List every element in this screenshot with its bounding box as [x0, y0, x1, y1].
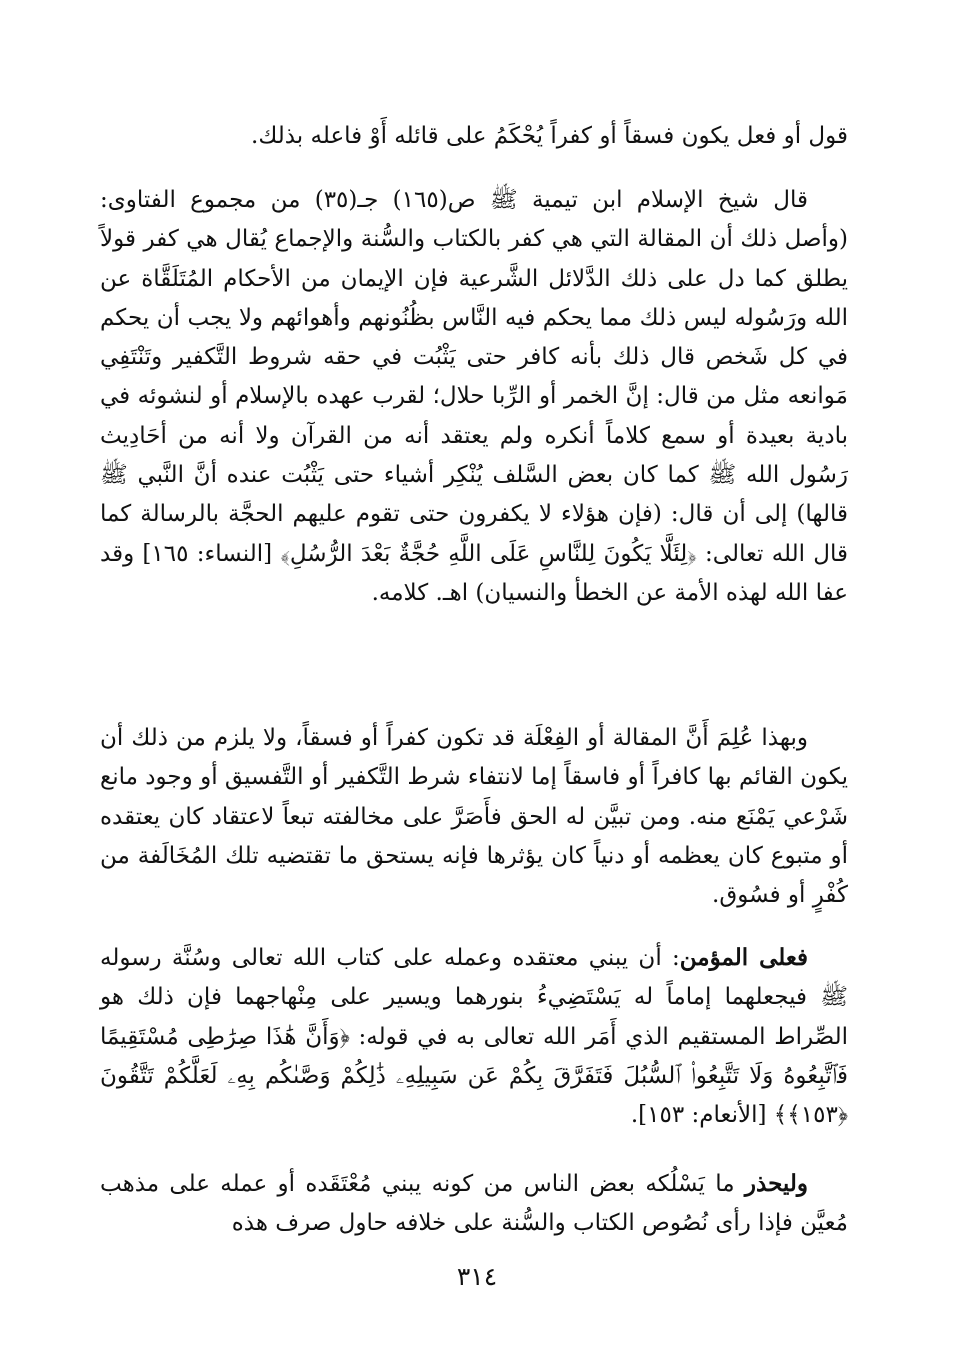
para-3-block [100, 719, 848, 915]
para-2-block [100, 181, 848, 613]
paragraph-5-lead: وليحذر [744, 1170, 808, 1197]
paragraph-5 [100, 1164, 848, 1244]
paragraph-3: وبهذا عُلِمَ أَنَّ المقالة أو الفِعْلَة قد تكون كفراً أو فسقاً، ولا يلزم من ذلك أن يكون القائم بها كافراً أو فاسقاً إما لانتفاء شرط التَّكفير أو التَّفسيق أو وجود مانع شَرْعي يَمْنَع منه. ومن تبيَّن له الحق فأَصَرَّ على مخالفته تبعاً لاعتقاد كان يعتقده أو متبوع كان يعظمه أو دنياً كان يؤثرها فإنه يستحق ما تقتضيه تلك المُخَالَفة من كُفْرٍ أو فسُوق. [100, 725, 848, 909]
para-1-block [100, 117, 848, 156]
paragraph-5-text: ما يَسْلُكه بعض الناس من كونه يبني مُعْتَقَده أو عمله على مذهب مُعيَّن فإذا رأى نُصُوص الكتاب والسُّنة على خلافه حاول صرف هذه [100, 1171, 848, 1237]
paragraph-4-lead: فعلى المؤمن [679, 944, 808, 971]
paragraph-4-text: : أن يبني معتقده وعمله على كتاب الله تعالى وسُنَّة رسوله ﷺ فيجعلهما إماماً له يَسْتَضِيءُ بنورهما ويسير على مِنْهاجهما فإن ذلك هو الصِّراط المستقيم الذي أَمَر الله تعالى به في قوله: ﴿وَأَنَّ هَٰذَا صِرَٰطِى مُسْتَقِيمًا فَٱتَّبِعُوهُ وَلَا تَتَّبِعُوا۟ ٱلسُّبُلَ فَتَفَرَّقَ بِكُمْ عَن سَبِيلِهِۦ ذَٰلِكُمْ وَصَّىٰكُم بِهِۦ لَعَلَّكُمْ تَتَّقُونَ ﴿١٥٣﴾﴾ [الأنعام: ١٥٣]. [100, 945, 848, 1129]
paragraph-4 [100, 938, 848, 1135]
page-number: ٣١٤ [456, 1262, 498, 1291]
paragraph-1: قول أو فعل يكون فسقاً أو كفراً يُحْكَمُ على قائله أَوْ فاعله بذلك. [251, 123, 848, 149]
para-4-block [100, 938, 848, 1135]
paragraph-2: قال شيخ الإسلام ابن تيمية ﷺ ص(١٦٥) جـ(٣٥) من مجموع الفتاوى: (وأصل ذلك أن المقالة التي هي كفر بالكتاب والسُّنة والإجماع يُقال هي كفر قولاً يطلق كما دل على ذلك الدَّلائل الشَّرعية فإن الإيمان من الأحكام المُتَلَقَّاة عن الله ورَسُوله ليس ذلك مما يحكم فيه النَّاس بظُنُونهم وأهوائهم ولا يجب أن يحكم في كل شَخص قال ذلك بأنه كافر حتى يَثْبُت في حقه شروط التَّكفير وتَنْتَفِي مَوانعه مثل من قال: إنَّ الخمر أو الرِّبا حلال؛ لقرب عهده بالإسلام أو لنشوئه في بادية بعيدة أو سمع كلاماً أنكره ولم يعتقد أنه من القرآن ولا أنه من أحَادِيث رَسُول الله ﷺ كما كان بعض السَّلف يُنْكِر أشياء حتى يَثْبُت عنده أنَّ النَّبي ﷺ قالها) إلى أن قال: (فإن هؤلاء لا يكفرون حتى تقوم عليهم الحجَّة بالرسالة كما قال الله تعالى: ﴿لِئَلَّا يَكُونَ لِلنَّاسِ عَلَى اللَّهِ حُجَّةٌ بَعْدَ الرُّسُلِ﴾ [النساء: ١٦٥] وقد عفا الله لهذه الأمة عن الخطأ والنسيان) اهـ. كلامه. [100, 187, 848, 606]
para-5-block [100, 1164, 848, 1244]
